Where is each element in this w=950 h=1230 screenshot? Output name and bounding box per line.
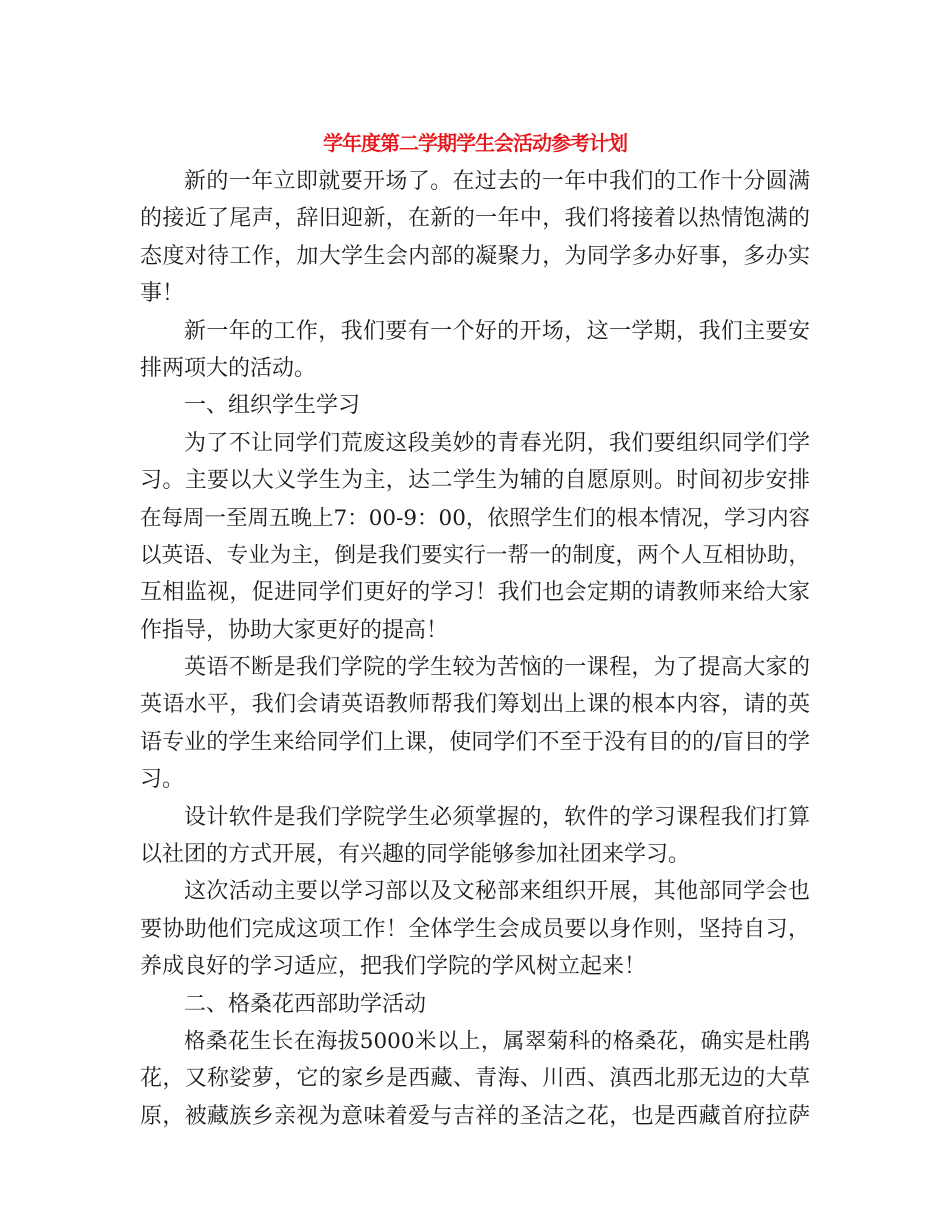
body-line: 为了不让同学们荒废这段美妙的青春光阴，我们要组织同学们学 [184, 430, 810, 456]
body-line: 要协助他们完成这项工作！全体学生会成员要以身作则，坚持自习， [140, 916, 810, 942]
body-line: 这次活动主要以学习部以及文秘部来组织开展，其他部同学会也 [184, 879, 810, 905]
body-line: 设计软件是我们学院学生必须掌握的，软件的学习课程我们打算 [184, 804, 810, 830]
body-line: 的接近了尾声，辞旧迎新，在新的一年中，我们将接着以热情饱满的 [140, 206, 810, 232]
body-line: 以社团的方式开展，有兴趣的同学能够参加社团来学习。 [140, 842, 691, 868]
body-line: 英语水平，我们会请英语教师帮我们筹划出上课的根本内容，请的英 [140, 692, 810, 718]
body-line: 以英语、专业为主，倒是我们要实行一帮一的制度，两个人互相协助， [140, 542, 810, 568]
body-line: 新一年的工作，我们要有一个好的开场，这一学期，我们主要安 [184, 318, 810, 344]
body-line: 英语不断是我们学院的学生较为苦恼的一课程，为了提高大家的 [184, 655, 810, 681]
body-line: 习。 [140, 767, 185, 793]
body-line: 在每周一至周五晚上7：00-9：00，依照学生们的根本情况，学习内容 [140, 505, 810, 531]
body-line: 一、组织学生学习 [184, 393, 361, 419]
document-title: 学年度第二学期学生会活动参考计划 [323, 131, 627, 155]
body-line: 二、格桑花西部助学活动 [184, 991, 427, 1017]
body-line: 习。主要以大义学生为主，达二学生为辅的自愿原则。时间初步安排 [140, 468, 810, 494]
body-line: 态度对待工作，加大学生会内部的凝聚力，为同学多办好事，多办实 [140, 243, 810, 269]
body-line: 作指导，协助大家更好的提高！ [140, 617, 449, 643]
body-line: 花，又称娑萝，它的家乡是西藏、青海、川西、滇西北那无边的大草 [140, 1066, 810, 1092]
body-line: 语专业的学生来给同学们上课，使同学们不至于没有目的的/盲目的学 [140, 729, 810, 755]
body-line: 格桑花生长在海拔5000米以上，属翠菊科的格桑花，确实是杜鹃 [184, 1028, 810, 1054]
body-line: 新的一年立即就要开场了。在过去的一年中我们的工作十分圆满 [184, 169, 810, 194]
body-line: 排两项大的活动。 [140, 355, 317, 381]
body-line: 事！ [140, 281, 185, 307]
body-line: 原，被藏族乡亲视为意味着爱与吉祥的圣洁之花，也是西藏首府拉萨 [140, 1103, 810, 1129]
body-line: 互相监视，促进同学们更好的学习！我们也会定期的请教师来给大家 [140, 580, 810, 606]
document-body [140, 163, 810, 1135]
body-line: 养成良好的学习适应，把我们学院的学风树立起来！ [140, 954, 647, 980]
